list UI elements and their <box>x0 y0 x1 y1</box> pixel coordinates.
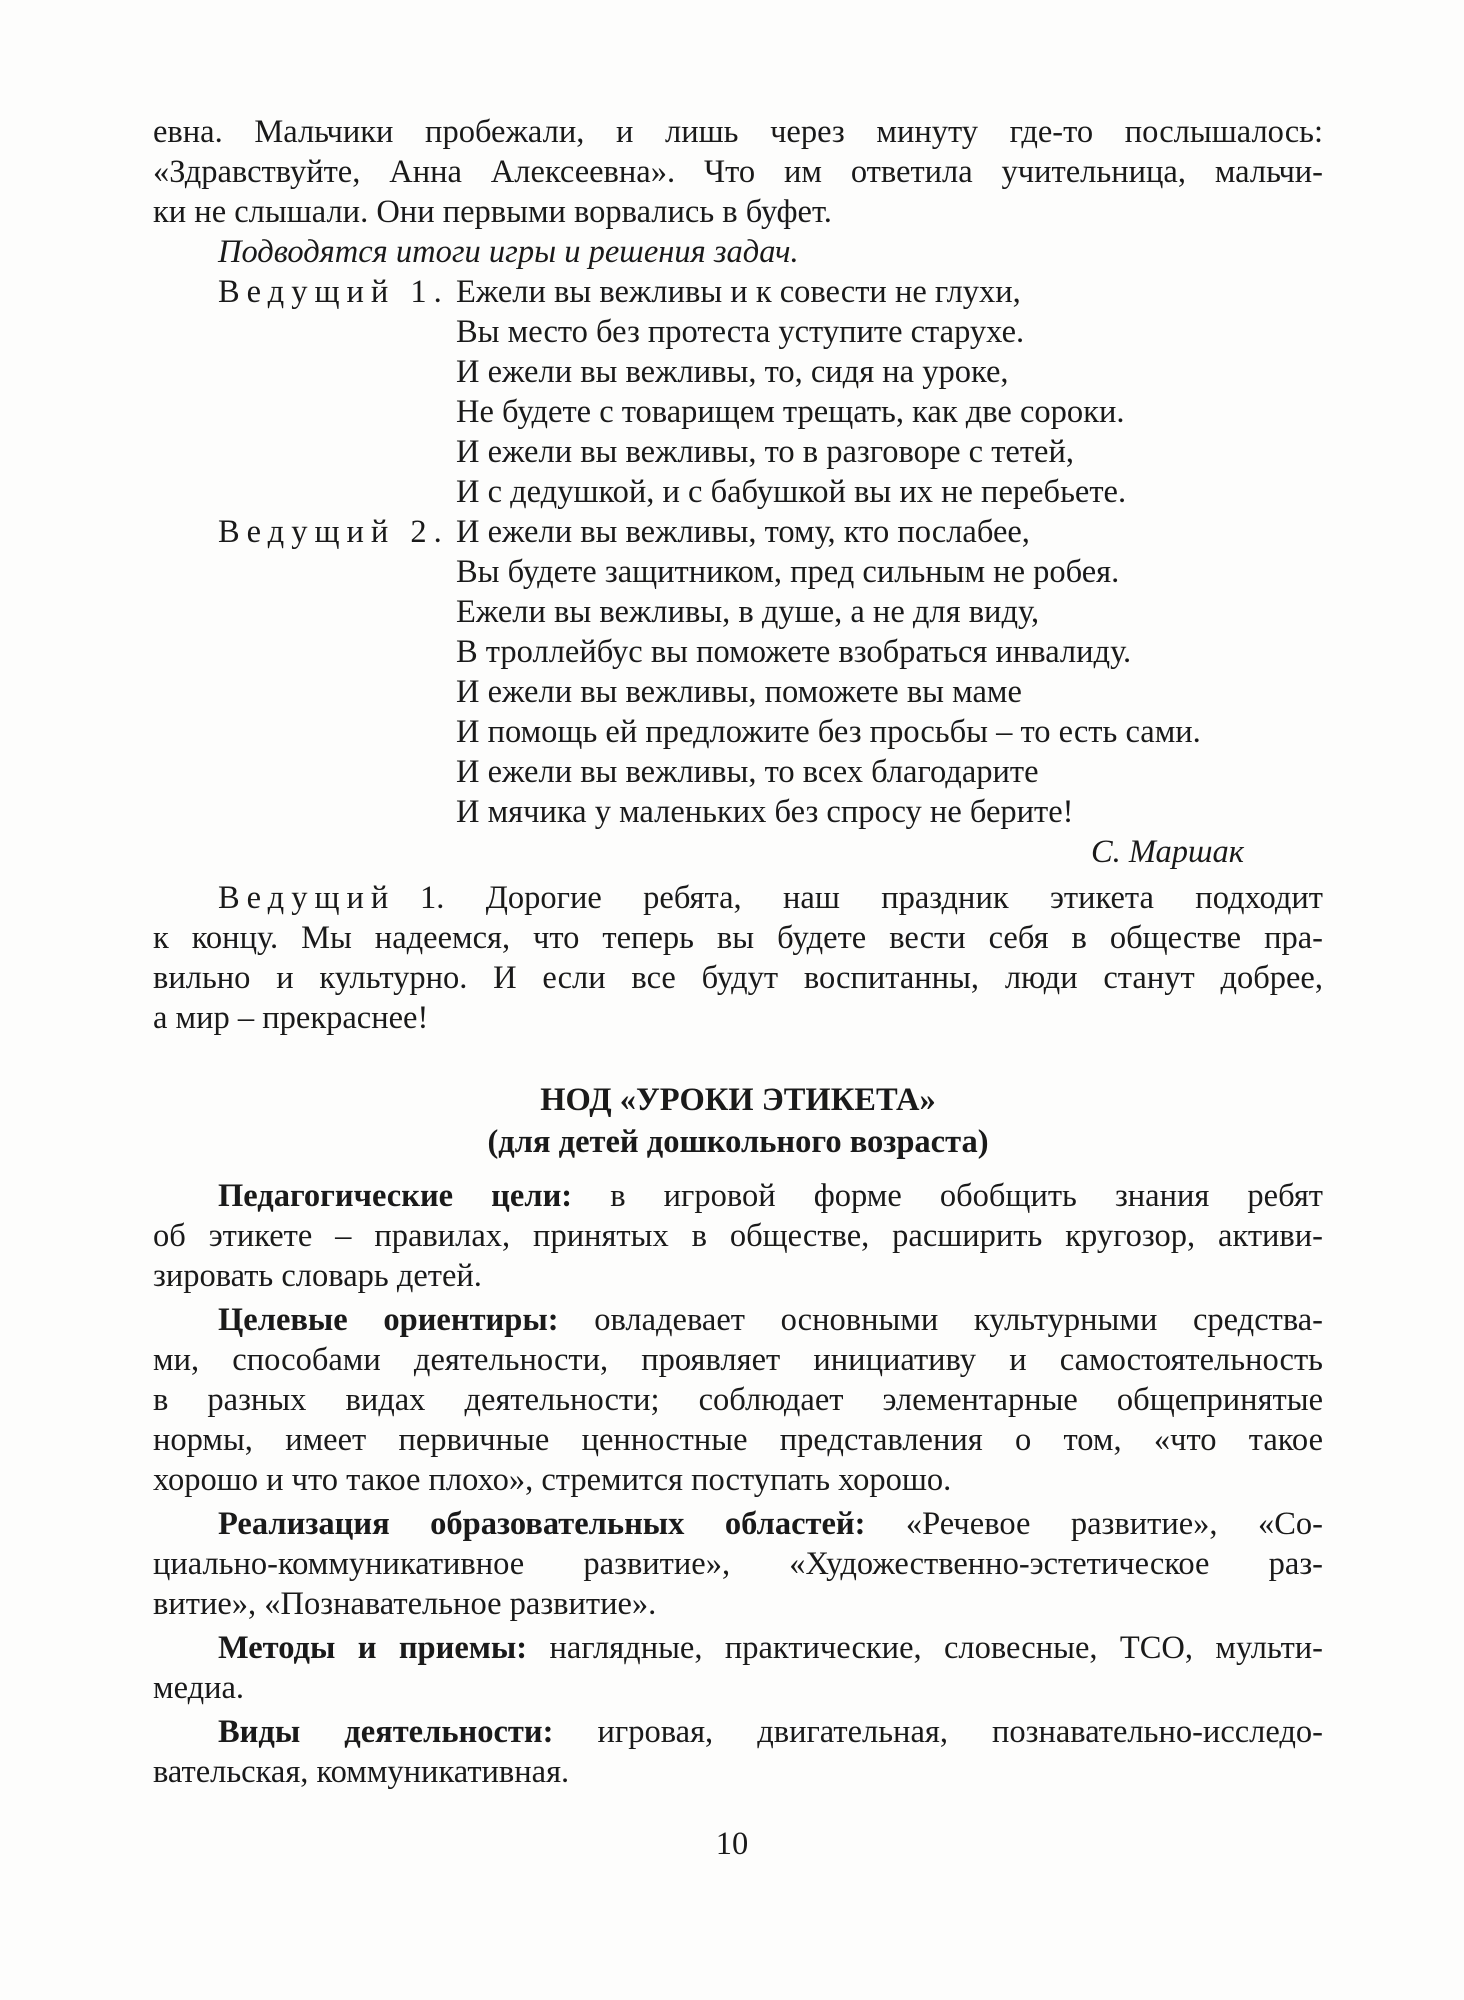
verse-line: И с дедушкой, и с бабушкой вы их не перебьете. <box>456 474 1127 510</box>
poem-author: С. Маршак <box>1090 834 1244 870</box>
speaker-label: Ведущий <box>218 880 396 916</box>
speaker-label: Ведущий 1. <box>218 274 449 310</box>
verse-line: Ежели вы вежливы, в душе, а не для виду, <box>456 594 1040 630</box>
paragraph-line: вильно и культурно. И если все будут воспитанны, люди станут добрее, <box>153 960 1323 996</box>
paragraph-line: об этикете – правилах, принятых в обществе, расширить кругозор, активи- <box>153 1218 1323 1254</box>
paragraph-line: «Здравствуйте, Анна Алексеевна». Что им ответила учительница, мальчи- <box>153 154 1323 190</box>
paragraph-line: вательская, коммуникативная. <box>153 1754 570 1790</box>
term-label: Методы и приемы: <box>218 1630 528 1666</box>
paragraph-line <box>218 1628 1323 1668</box>
paragraph-line: медиа. <box>153 1670 245 1706</box>
verse-line: И ежели вы вежливы, то всех благодарите <box>456 754 1039 790</box>
verse-line: И ежели вы вежливы, то, сидя на уроке, <box>456 354 1009 390</box>
term-text: в игровой форме обобщить знания ребят <box>572 1178 1323 1214</box>
paragraph-line <box>218 1300 1323 1340</box>
paragraph-line: витие», «Познавательное развитие». <box>153 1586 657 1622</box>
paragraph-line: к концу. Мы надеемся, что теперь вы будете вести себя в обществе пра- <box>153 920 1323 956</box>
page-number: 10 <box>715 1826 749 1862</box>
section-subtitle: (для детей дошкольного возраста) <box>487 1124 989 1160</box>
term-text: игровая, двигательная, познавательно-исследо- <box>553 1714 1324 1750</box>
paragraph-line: евна. Мальчики пробежали, и лишь через минуту где-то послышалось: <box>153 114 1323 150</box>
paragraph-line: ми, способами деятельности, проявляет инициативу и самостоятельность <box>153 1342 1323 1378</box>
term-text: наглядные, практические, словесные, ТСО, мульти- <box>527 1630 1323 1666</box>
verse-line: И ежели вы вежливы, тому, кто послабее, <box>456 514 1030 550</box>
speaker-label: Ведущий 2. <box>218 514 449 550</box>
paragraph-line: циально-коммуникативное развитие», «Художественно-эстетическое раз- <box>153 1546 1323 1582</box>
verse-line: Ежели вы вежливы и к совести не глухи, <box>456 274 1021 310</box>
verse-line: И ежели вы вежливы, поможете вы маме <box>456 674 1022 710</box>
paragraph-line: а мир – прекраснее! <box>153 1000 429 1036</box>
paragraph-line: хорошо и что такое плохо», стремится поступать хорошо. <box>153 1462 952 1498</box>
stage-direction: Подводятся итоги игры и решения задач. <box>218 234 799 270</box>
paragraph-line: 1. Дорогие ребята, наш праздник этикета подходит <box>420 880 1323 916</box>
paragraph-line: в разных видах деятельности; соблюдает элементарные общепринятые <box>153 1382 1323 1418</box>
verse-line: И помощь ей предложите без просьбы – то есть сами. <box>456 714 1201 750</box>
term-label: Целевые ориентиры: <box>218 1302 559 1338</box>
verse-line: И ежели вы вежливы, то в разговоре с тетей, <box>456 434 1074 470</box>
verse-line: И мячика у маленьких без спросу не берите! <box>456 794 1074 830</box>
term-text: «Речевое развитие», «Со- <box>865 1506 1323 1542</box>
paragraph-line: зировать словарь детей. <box>153 1258 482 1294</box>
term-label: Реализация образовательных областей: <box>218 1506 866 1542</box>
paragraph-line <box>218 1176 1323 1216</box>
verse-line: Не будете с товарищем трещать, как две сороки. <box>456 394 1125 430</box>
section-title: НОД «УРОКИ ЭТИКЕТА» <box>540 1082 936 1118</box>
paragraph-line <box>218 1712 1323 1752</box>
paragraph-line: нормы, имеет первичные ценностные представления о том, «что такое <box>153 1422 1323 1458</box>
term-text: овладевает основными культурными средства- <box>558 1302 1323 1338</box>
term-label: Педагогические цели: <box>218 1178 573 1214</box>
verse-line: Вы будете защитником, пред сильным не робея. <box>456 554 1120 590</box>
paragraph-line: ки не слышали. Они первыми ворвались в буфет. <box>153 194 832 230</box>
verse-line: В троллейбус вы поможете взобраться инвалиду. <box>456 634 1132 670</box>
paragraph-line <box>218 1504 1323 1544</box>
verse-line: Вы место без протеста уступите старухе. <box>456 314 1025 350</box>
term-label: Виды деятельности: <box>218 1714 554 1750</box>
